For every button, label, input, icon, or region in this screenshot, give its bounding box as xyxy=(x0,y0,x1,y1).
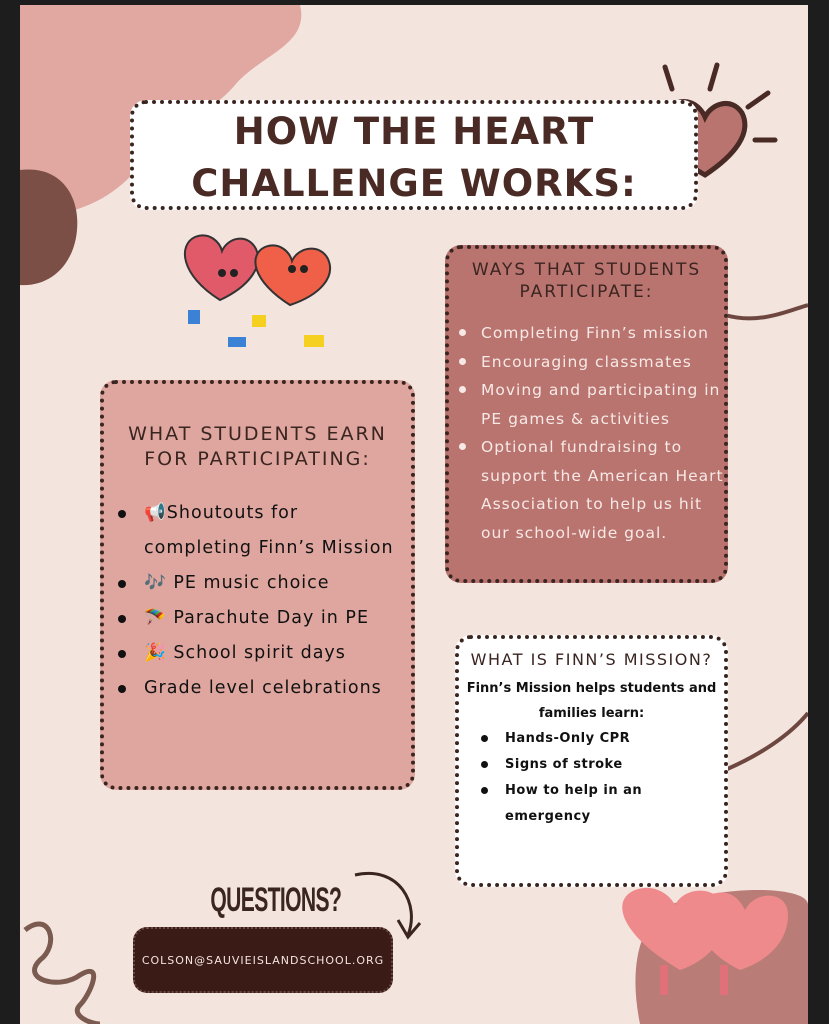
earn-list xyxy=(118,496,411,706)
music-notes-icon: 🎶 xyxy=(144,573,167,593)
list-item: 🪂 Parachute Day in PE xyxy=(118,601,411,636)
earn-heading: WHAT STUDENTS EARN FOR PARTICIPATING: xyxy=(128,423,387,470)
megaphone-icon: 📢 xyxy=(144,503,167,523)
earn-box xyxy=(100,380,415,790)
list-item: How to help in an emergency xyxy=(477,778,724,830)
list-item: Optional fundraising to support the American Heart Association to help us hit our school-wide goal. xyxy=(457,433,724,547)
list-item: Grade level celebrations xyxy=(118,671,411,706)
finn-box xyxy=(455,635,728,887)
finn-heading: WHAT IS FINN’S MISSION? xyxy=(470,650,713,669)
ways-list xyxy=(457,319,724,547)
list-item: Moving and participating in PE games & activities xyxy=(457,376,724,433)
title-box xyxy=(130,100,698,210)
email-contact[interactable]: COLSON@SAUVIEISLANDSCHOOL.ORG xyxy=(133,927,393,993)
list-item: 🎶 PE music choice xyxy=(118,566,411,601)
parachute-icon: 🪂 xyxy=(144,608,167,628)
finn-list xyxy=(477,726,724,830)
connector-line-top xyxy=(725,305,808,318)
party-popper-icon: 🎉 xyxy=(144,643,167,663)
title-line-1: HOW THE HEART xyxy=(233,110,595,153)
list-item: Encouraging classmates xyxy=(457,348,724,377)
list-item: Signs of stroke xyxy=(477,752,724,778)
heart-characters-illustration xyxy=(185,235,330,347)
list-item: 📢Shoutouts for completing Finn’s Mission xyxy=(118,496,411,566)
wave-squiggle xyxy=(25,924,100,1024)
ways-heading: WAYS THAT STUDENTS PARTICIPATE: xyxy=(471,260,702,302)
list-item: Hands-Only CPR xyxy=(477,726,724,752)
questions-heading: QUESTIONS? xyxy=(210,881,342,919)
title-line-2: CHALLENGE WORKS: xyxy=(191,162,637,205)
poster xyxy=(20,5,808,1024)
connector-line-bottom xyxy=(725,713,808,770)
list-item: Completing Finn’s mission xyxy=(457,319,724,348)
list-item: 🎉 School spirit days xyxy=(118,636,411,671)
ways-box xyxy=(445,245,728,583)
finn-intro: Finn’s Mission helps students and families learn: xyxy=(466,681,717,721)
